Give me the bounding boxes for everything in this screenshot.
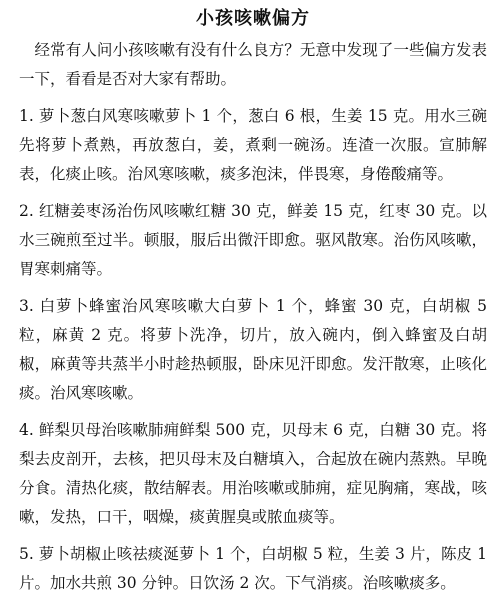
remedy-1-paragraph: 1. 萝卜葱白风寒咳嗽萝卜 1 个，葱白 6 根，生姜 15 克。用水三碗先将萝卜煮熟，再放葱白，姜，煮剩一碗汤。连渣一次服。宣肺解表，化痰止咳。治风寒咳嗽，痰多泡沫，伴畏寒，身倦酸痛等。 bbox=[19, 107, 487, 183]
remedy-3-paragraph: 3. 白萝卜蜂蜜治风寒咳嗽大白萝卜 1 个，蜂蜜 30 克，白胡椒 5 粒，麻黄 2 克。将萝卜洗净，切片，放入碗内，倒入蜂蜜及白胡椒，麻黄等共蒸半小时趁热顿服，卧床见汗即愈。发汗散寒，止咳化痰。治风寒咳嗽。 bbox=[19, 297, 487, 402]
intro-paragraph: 经常有人问小孩咳嗽有没有什么良方？无意中发现了一些偏方发表一下，看看是否对大家有帮助。 bbox=[19, 41, 487, 88]
remedy-2-paragraph: 2. 红糖姜枣汤治伤风咳嗽红糖 30 克，鲜姜 15 克，红枣 30 克。以水三碗煎至过半。顿服，服后出微汗即愈。驱风散寒。治伤风咳嗽，胃寒刺痛等。 bbox=[19, 202, 487, 278]
remedy-5-paragraph: 5. 萝卜胡椒止咳祛痰涎萝卜 1 个，白胡椒 5 粒，生姜 3 片，陈皮 1 片。加水共煎 30 分钟。日饮汤 2 次。下气消痰。治咳嗽痰多。 bbox=[19, 545, 487, 592]
remedy-4-paragraph: 4. 鲜梨贝母治咳嗽肺痈鲜梨 500 克，贝母末 6 克，白糖 30 克。将梨去皮剖开，去核，把贝母末及白糖填入，合起放在碗内蒸熟。早晚分食。清热化痰，散结解表。用治咳嗽或肺痈，症见胸痛，寒战，咳嗽，发热，口干，咽燥，痰黄腥臭或脓血痰等。 bbox=[19, 421, 487, 526]
document-title: 小孩咳嗽偏方 bbox=[196, 8, 310, 29]
